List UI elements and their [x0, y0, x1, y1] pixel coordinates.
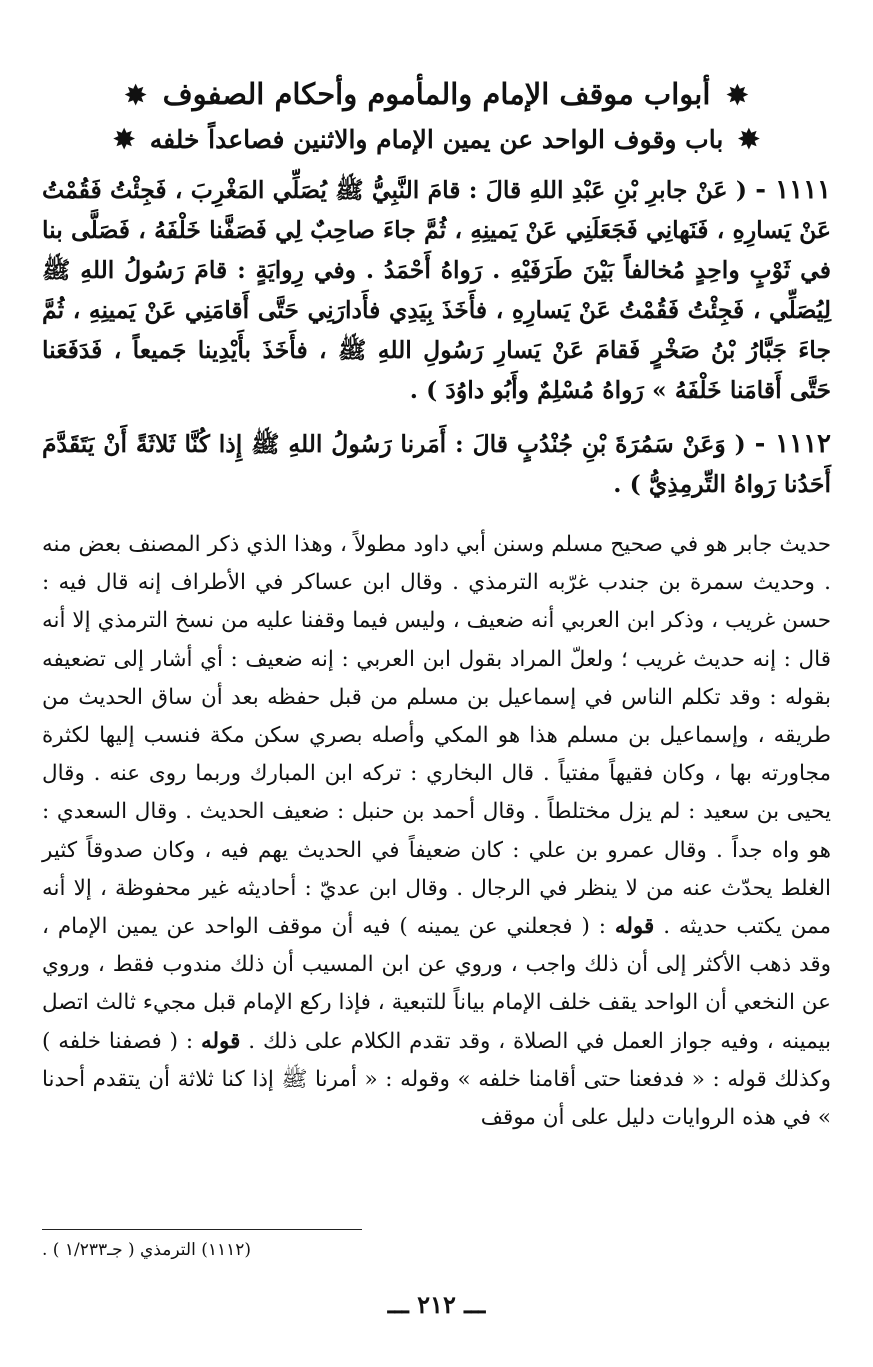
section-heading: [42, 120, 831, 160]
commentary-keyword: قوله: [200, 1028, 241, 1054]
star-ornament-icon: ✸: [113, 125, 135, 155]
hadith-1112: [42, 424, 831, 504]
footnote-text: (١١١٢) الترمذي ( جـ١/٢٣٣ ) .: [42, 1240, 251, 1260]
commentary: [42, 526, 831, 1137]
commentary-text: : ( فصفنا خلفه ) وكذلك قوله : « فدفعنا حتى أقامنا خلفه » وقوله : « أمرنا ﷺ إذا كنا ثلاثة أن يتقدم أحدنا » في هذه الروايات دليل على أن موقف: [42, 1028, 831, 1131]
hadith-text: ( وَعَنْ سَمُرَةَ بْنِ جُنْدُبٍ قالَ : أَمَرنا رَسُولُ اللهِ ﷺ إِذا كُنَّا ثَلاثَةً أَنْ يَتَقَدَّمَ أَحَدُنا رَواهُ التِّرمِذِيُّ ) .: [42, 430, 831, 498]
section-heading-text: باب وقوف الواحد عن يمين الإمام والاثنين فصاعداً خلفه: [149, 125, 724, 154]
page-number: ـــ ٢١٢ ـــ: [387, 1290, 486, 1319]
chapter-heading: [42, 72, 831, 118]
star-ornament-icon: ✸: [124, 81, 147, 111]
footnote: [42, 1240, 831, 1260]
commentary-text: حديث جابر هو في صحيح مسلم وسنن أبي داود مطولاً ، وهذا الذي ذكر المصنف بعض منه . وحديث سمرة بن جندب غرّبه الترمذي . وقال ابن عساكر في الأطراف إنه قال فيه : حسن غريب ، وذكر ابن العربي أنه ضعيف ، وليس فيما وقفنا عليه من نسخ الترمذي إلا أنه قال : إنه حديث غريب ؛ ولعلّ المراد بقول ابن العربي : إنه ضعيف : أي أشار إلى تضعيفه بقوله : وقد تكلم الناس في إسماعيل بن مسلم من قبل حفظه بعد أن ساق الحديث من طريقه ، وإسماعيل بن مسلم هذا هو المكي وأصله بصري سكن مكة فنسب إليها لكثرة مجاورته بها ، وكان فقيهاً مفتياً . قال البخاري : تركه ابن المبارك وربما روى عنه . وقال يحيى بن سعيد : لم يزل مختلطاً . وقال أحمد بن حنبل : ضعيف الحديث . وقال السعدي : هو واه جداً . وقال عمرو بن علي : كان ضعيفاً في الحديث يهم فيه ، وكان صدوقاً كثير الغلط يحدّث عنه من لا ينظر في الرجال . وقال ابن عديّ : أحاديثه غير محفوظة ، إلا أنه ممن يكتب حديثه .: [42, 532, 831, 940]
hadith-number: ١١١٢ -: [754, 429, 832, 459]
commentary-keyword: قوله: [614, 914, 655, 940]
star-ornament-icon: ✸: [726, 81, 749, 111]
footnote-divider: [42, 1229, 362, 1230]
commentary-text: : ( فجعلني عن يمينه ) فيه أن موقف الواحد عن يمين الإمام ، وقد ذهب الأكثر إلى أن ذلك واجب ، وروي عن ابن المسيب أن ذلك مندوب فقط ، وروي عن النخعي أن الواحد يقف خلف الإمام بياناً للتبعية ، فإذا ركع الإمام قبل مجيء ثالث اتصل بيمينه ، وفيه جواز العمل في الصلاة ، وقد تقدم الكلام على ذلك .: [42, 914, 831, 1054]
hadith-number: ١١١١ -: [755, 175, 832, 205]
chapter-heading-text: أبواب موقف الإمام والمأموم وأحكام الصفوف: [162, 77, 711, 111]
hadith-text: ( عَنْ جابرِ بْنِ عَبْدِ اللهِ قالَ : قامَ النَّبِيُّ ﷺ يُصَلِّي المَغْرِبَ ، فَجِئْتُ فَقُمْتُ عَنْ يَسارِهِ ، فَنَهانِي فَجَعَلَنِي عَنْ يَمينِهِ ، ثُمَّ جاءَ صاحِبٌ لِي فَصَفَّنا خَلْفَهُ ، فَصَلَّى بنا في ثَوْبٍ واحِدٍ مُخالفاً بَيْنَ طَرَفَيْهِ . رَواهُ أَحْمَدُ . وفي رِوايَةٍ : قامَ رَسُولُ اللهِ ﷺ لِيُصَلِّي ، فَجِئْتُ فَقُمْتُ عَنْ يَسارِهِ ، فأَخَذَ بِيَدِي فأَدارَنِي حَتَّى أَقامَنِي عَنْ يَمينِهِ ، ثُمَّ جاءَ جَبَّارُ بْنُ صَخْرٍ فَقامَ عَنْ يَسارِ رَسُولِ اللهِ ﷺ ، فأَخَذَ بأَيْدِينا جَميعاً ، فَدَفَعَنا حَتَّى أَقامَنا خَلْفَهُ » رَواهُ مُسْلِمٌ وأَبُو داوُدَ ) .: [42, 176, 831, 404]
star-ornament-icon: ✸: [738, 125, 760, 155]
hadith-1111: [42, 170, 831, 410]
